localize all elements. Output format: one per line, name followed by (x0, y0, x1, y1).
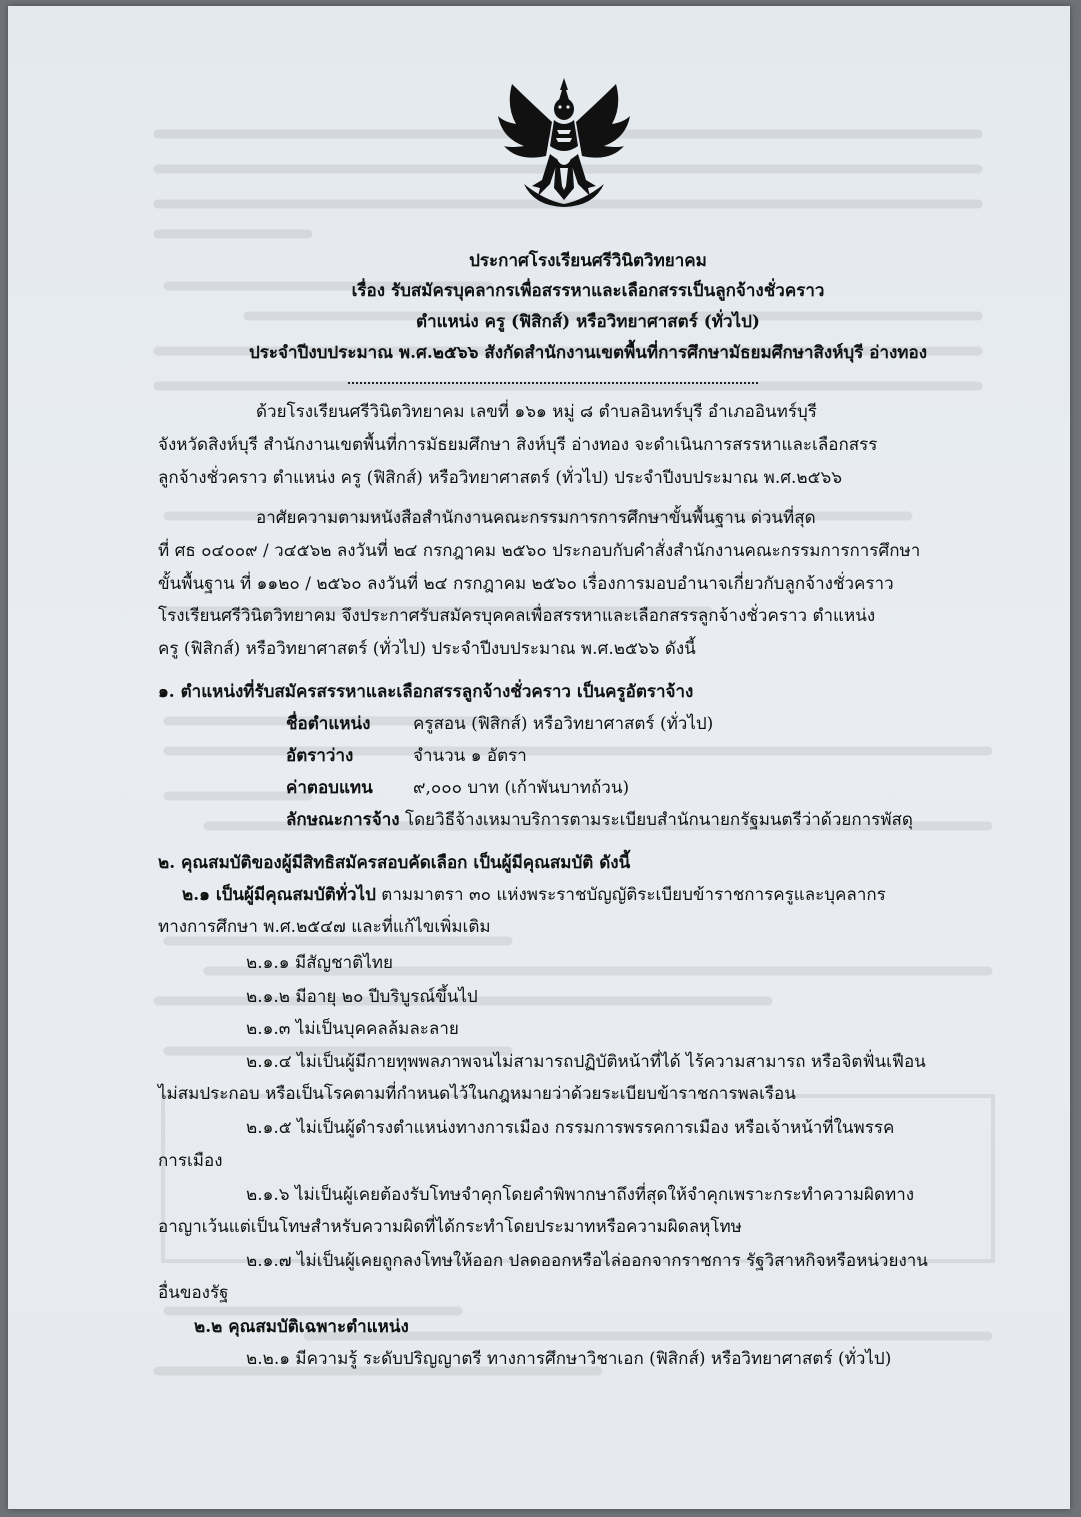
pay-value: ๙,๐๐๐ บาท (เก้าพันบาทถ้วน) (413, 778, 630, 798)
position-label: ชื่อตำแหน่ง (286, 714, 371, 734)
section2-heading: ๒. คุณสมบัติของผู้มีสิทธิสมัครสอบคัดเลือก เป็นผู้มีคุณสมบัติ ดังนี้ (158, 853, 631, 873)
item-2-1-7-line2: อื่นของรัฐ (158, 1283, 229, 1303)
intro-p2-line2: ที่ ศธ ๐๔๐๐๙ / ว๔๕๖๒ ลงวันที่ ๒๔ กรกฎาคม ๒๕๖๐ ประกอบกับคำสั่งสำนักงานคณะกรรมการการศึกษา (158, 541, 921, 561)
intro-p2-line3: ขั้นพื้นฐาน ที่ ๑๑๒๐ / ๒๕๖๐ ลงวันที่ ๒๔ กรกฎาคม ๒๕๖๐ เรื่องการมอบอำนาจเกี่ยวกับลูกจ้างชั่วคราว (158, 574, 894, 594)
item-2-1-1: ๒.๑.๑ มีสัญชาติไทย (246, 953, 393, 973)
s21-line2: ทางการศึกษา พ.ศ.๒๕๔๗ และที่แก้ไขเพิ่มเติม (158, 917, 491, 937)
item-2-1-5-line1: ๒.๑.๕ ไม่เป็นผู้ดำรงตำแหน่งทางการเมือง กรรมการพรรคการเมือง หรือเจ้าหน้าที่ในพรรค (246, 1118, 895, 1138)
document-page (8, 6, 1070, 1509)
nature-label: ลักษณะการจ้าง (286, 810, 400, 830)
position-value: ครูสอน (ฟิสิกส์) หรือวิทยาศาสตร์ (ทั่วไป) (413, 714, 714, 734)
item-2-1-4-line2: ไม่สมประกอบ หรือเป็นโรคตามที่กำหนดไว้ในกฎหมายว่าด้วยระเบียบข้าราชการพลเรือน (158, 1084, 796, 1104)
s21-text: ตามมาตรา ๓๐ แห่งพระราชบัญญัติระเบียบข้าราชการครูและบุคลากร (375, 885, 886, 905)
intro-p2-line4: โรงเรียนศรีวินิตวิทยาคม จึงประกาศรับสมัครบุคคลเพื่อสรรหาและเลือกสรรลูกจ้างชั่วคราว ตำแหน่ง (158, 606, 876, 626)
announcement-fiscal-year: ประจำปีงบประมาณ พ.ศ.๒๕๖๖ สังกัดสำนักงานเขตพื้นที่การศึกษามัธยมศึกษาสิงห์บุรี อ่างทอง (248, 343, 928, 363)
s21-heading: ๒.๑ เป็นผู้มีคุณสมบัติทั่วไป (182, 885, 376, 905)
item-2-1-6-line1: ๒.๑.๖ ไม่เป็นผู้เคยต้องรับโทษจำคุกโดยคำพิพากษาถึงที่สุดให้จำคุกเพราะกระทำความผิดทาง (246, 1185, 915, 1205)
pay-label: ค่าตอบแทน (286, 778, 373, 798)
nature-value: โดยวิธีจ้างเหมาบริการตามระเบียบสำนักนายกรัฐมนตรีว่าด้วยการพัสดุ (399, 810, 913, 830)
item-2-1-3: ๒.๑.๓ ไม่เป็นบุคคลล้มละลาย (246, 1019, 459, 1039)
item-2-2-1: ๒.๒.๑ มีความรู้ ระดับปริญญาตรี ทางการศึกษาวิชาเอก (ฟิสิกส์) หรือวิทยาศาสตร์ (ทั่วไป) (246, 1349, 892, 1369)
employment-nature (286, 809, 913, 831)
item-2-1-6-line2: อาญาเว้นแต่เป็นโทษสำหรับความผิดที่ได้กระทำโดยประมาทหรือความผิดลหุโทษ (158, 1217, 742, 1237)
item-2-1-2: ๒.๑.๒ มีอายุ ๒๐ ปีบริบูรณ์ขึ้นไป (246, 987, 478, 1007)
announcement-position: ตำแหน่ง ครู (ฟิสิกส์) หรือวิทยาศาสตร์ (ทั่วไป) (416, 312, 760, 332)
intro-p1-line1: ด้วยโรงเรียนศรีวินิตวิทยาคม เลขที่ ๑๖๑ หมู่ ๘ ตำบลอินทร์บุรี อำเภออินทร์บุรี (256, 402, 817, 422)
item-2-1-7-line1: ๒.๑.๗ ไม่เป็นผู้เคยถูกลงโทษให้ออก ปลดออกหรือไล่ออกจากราชการ รัฐวิสาหกิจหรือหน่วยงาน (246, 1251, 928, 1271)
intro-p2-line5: ครู (ฟิสิกส์) หรือวิทยาศาสตร์ (ทั่วไป) ประจำปีงบประมาณ พ.ศ.๒๕๖๖ ดังนี้ (158, 639, 696, 659)
vacancy-value: จำนวน ๑ อัตรา (413, 746, 527, 766)
intro-p1-line2: จังหวัดสิงห์บุรี สำนักงานเขตพื้นที่การมัธยมศึกษา สิงห์บุรี อ่างทอง จะดำเนินการสรรหาและเลือกสรร (158, 435, 878, 455)
announcement-subject: เรื่อง รับสมัครบุคลากรเพื่อสรรหาและเลือกสรรเป็นลูกจ้างชั่วคราว (351, 281, 825, 301)
section1-heading: ๑. ตำแหน่งที่รับสมัครสรรหาและเลือกสรรลูกจ้างชั่วคราว เป็นครูอัตราจ้าง (158, 682, 694, 702)
s22-heading: ๒.๒ คุณสมบัติเฉพาะตำแหน่ง (194, 1317, 409, 1337)
dotted-divider (348, 382, 758, 384)
intro-p2-line1: อาศัยความตามหนังสือสำนักงานคณะกรรมการการศึกษาขั้นพื้นฐาน ด่วนที่สุด (256, 508, 816, 528)
announcement-title: ประกาศโรงเรียนศรีวินิตวิทยาคม (469, 251, 707, 271)
s21-line1 (182, 884, 886, 906)
vacancy-label: อัตราว่าง (286, 746, 354, 766)
item-2-1-5-line2: การเมือง (158, 1151, 223, 1171)
garuda-emblem (494, 76, 634, 208)
item-2-1-4-line1: ๒.๑.๔ ไม่เป็นผู้มีกายทุพพลภาพจนไม่สามารถปฏิบัติหน้าที่ได้ ไร้ความสามารถ หรือจิตฟั่นเฟือน (246, 1052, 926, 1072)
intro-p1-line3: ลูกจ้างชั่วคราว ตำแหน่ง ครู (ฟิสิกส์) หรือวิทยาศาสตร์ (ทั่วไป) ประจำปีงบประมาณ พ.ศ.๒๕๖๖ (158, 468, 843, 488)
